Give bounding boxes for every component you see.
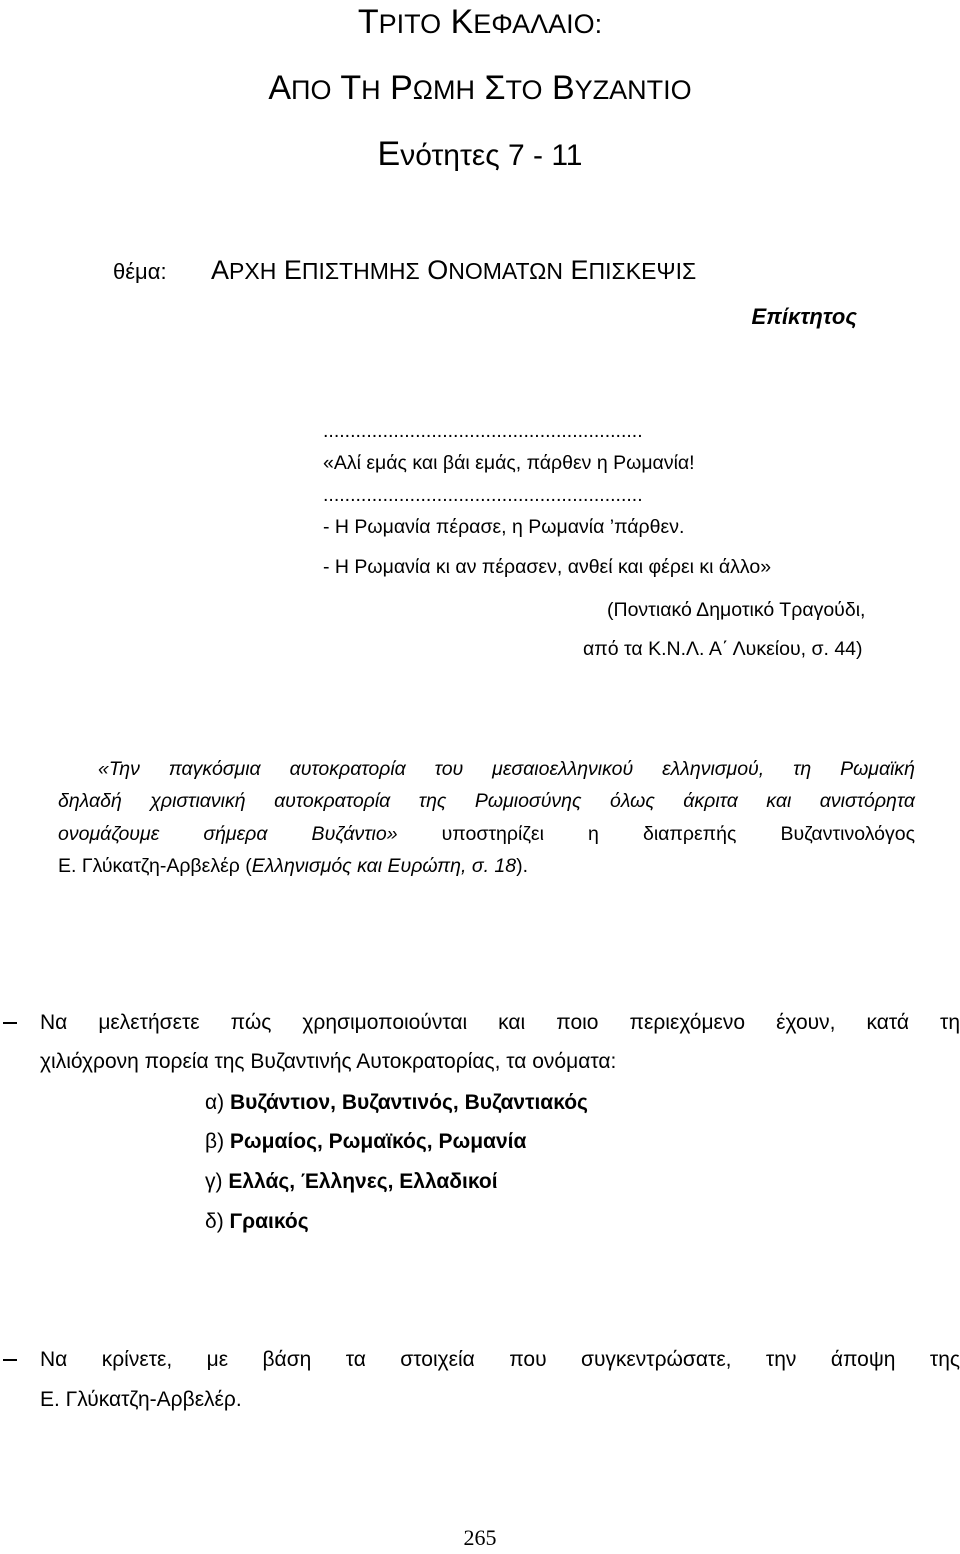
quote-line: Ε. Γλύκατζη-Αρβελέρ (Ελληνισμός και Ευρώπη, σ. 18). [58, 854, 529, 877]
quote-paragraph [58, 753, 915, 882]
option-a: α) Βυζάντιον, Βυζαντινός, Βυζαντιακός [205, 1091, 588, 1114]
topic-row [113, 252, 696, 290]
poem-line: ........................................................... [323, 420, 643, 442]
poem-line: ........................................................... [323, 484, 643, 506]
epigraph-author: Επίκτητος [751, 304, 857, 329]
task-line: Να κρίνετε, με βάση τα στοιχεία που συγκεντρώσατε, την άποψη της [40, 1348, 960, 1371]
option-c: γ) Ελλάς, Έλληνες, Ελλαδικοί [205, 1170, 498, 1193]
dash-bullet [3, 1359, 17, 1361]
quote-line: δηλαδή χριστιανική αυτοκρατορία της Ρωμιοσύνης όλως άκριτα και ανιστόρητα [58, 790, 915, 813]
task-2-cont [40, 1380, 960, 1420]
chapter-title: ΤΡΙΤΟ ΚΕΦΑΛΑΙΟ: [357, 3, 603, 41]
task-1-cont [40, 1042, 960, 1082]
chapter-subtitle: ΑΠΟ ΤΗ ΡΩΜΗ ΣΤΟ ΒΥΖΑΝΤΙΟ [268, 69, 692, 107]
poem-citation: από τα Κ.Ν.Λ. Α΄ Λυκείου, σ. 44) [583, 638, 863, 660]
task-line: Να μελετήσετε πώς χρησιμοποιούνται και ποιο περιεχόμενο έχουν, κατά τη [40, 1011, 960, 1034]
poem-line: «Αλί εμάς και βάι εμάς, πάρθεν η Ρωμανία! [323, 452, 695, 474]
poem-line: - Η Ρωμανία πέρασε, η Ρωμανία ’πάρθεν. [323, 516, 685, 538]
page-number: 265 [463, 1525, 497, 1550]
poem-line: - Η Ρωμανία κι αν πέρασεν, ανθεί και φέρει κι άλλο» [323, 556, 772, 578]
quote-line: ονομάζουμε σήμερα Βυζάντιο» υποστηρίζει η διαπρεπής Βυζαντινολόγος [58, 822, 915, 845]
option-d: δ) Γραικός [205, 1210, 309, 1233]
topic-text: ΑΡΧΗ ΕΠΙΣΤΗΜΗΣ ΟΝΟΜΑΤΩΝ ΕΠΙΣΚΕΨΙΣ [211, 255, 697, 285]
task-line: χιλιόχρονη πορεία της Βυζαντινής Αυτοκρατορίας, τα ονόματα: [40, 1050, 617, 1073]
poem-citation: (Ποντιακό Δημοτικό Τραγούδι, [607, 599, 866, 621]
task-2 [40, 1340, 960, 1380]
dash-bullet [3, 1022, 17, 1024]
task-line: Ε. Γλύκατζη-Αρβελέρ. [40, 1388, 242, 1411]
option-b: β) Ρωμαίος, Ρωμαϊκός, Ρωμανία [205, 1130, 527, 1153]
quote-line: «Την παγκόσμια αυτοκρατορία του μεσαιοελληνικού ελληνισμού, τη Ρωμαϊκή [98, 758, 915, 780]
units-heading: Ενότητες 7 - 11 [377, 135, 583, 173]
topic-label: θέμα: [113, 259, 167, 284]
task-1 [40, 1003, 960, 1043]
